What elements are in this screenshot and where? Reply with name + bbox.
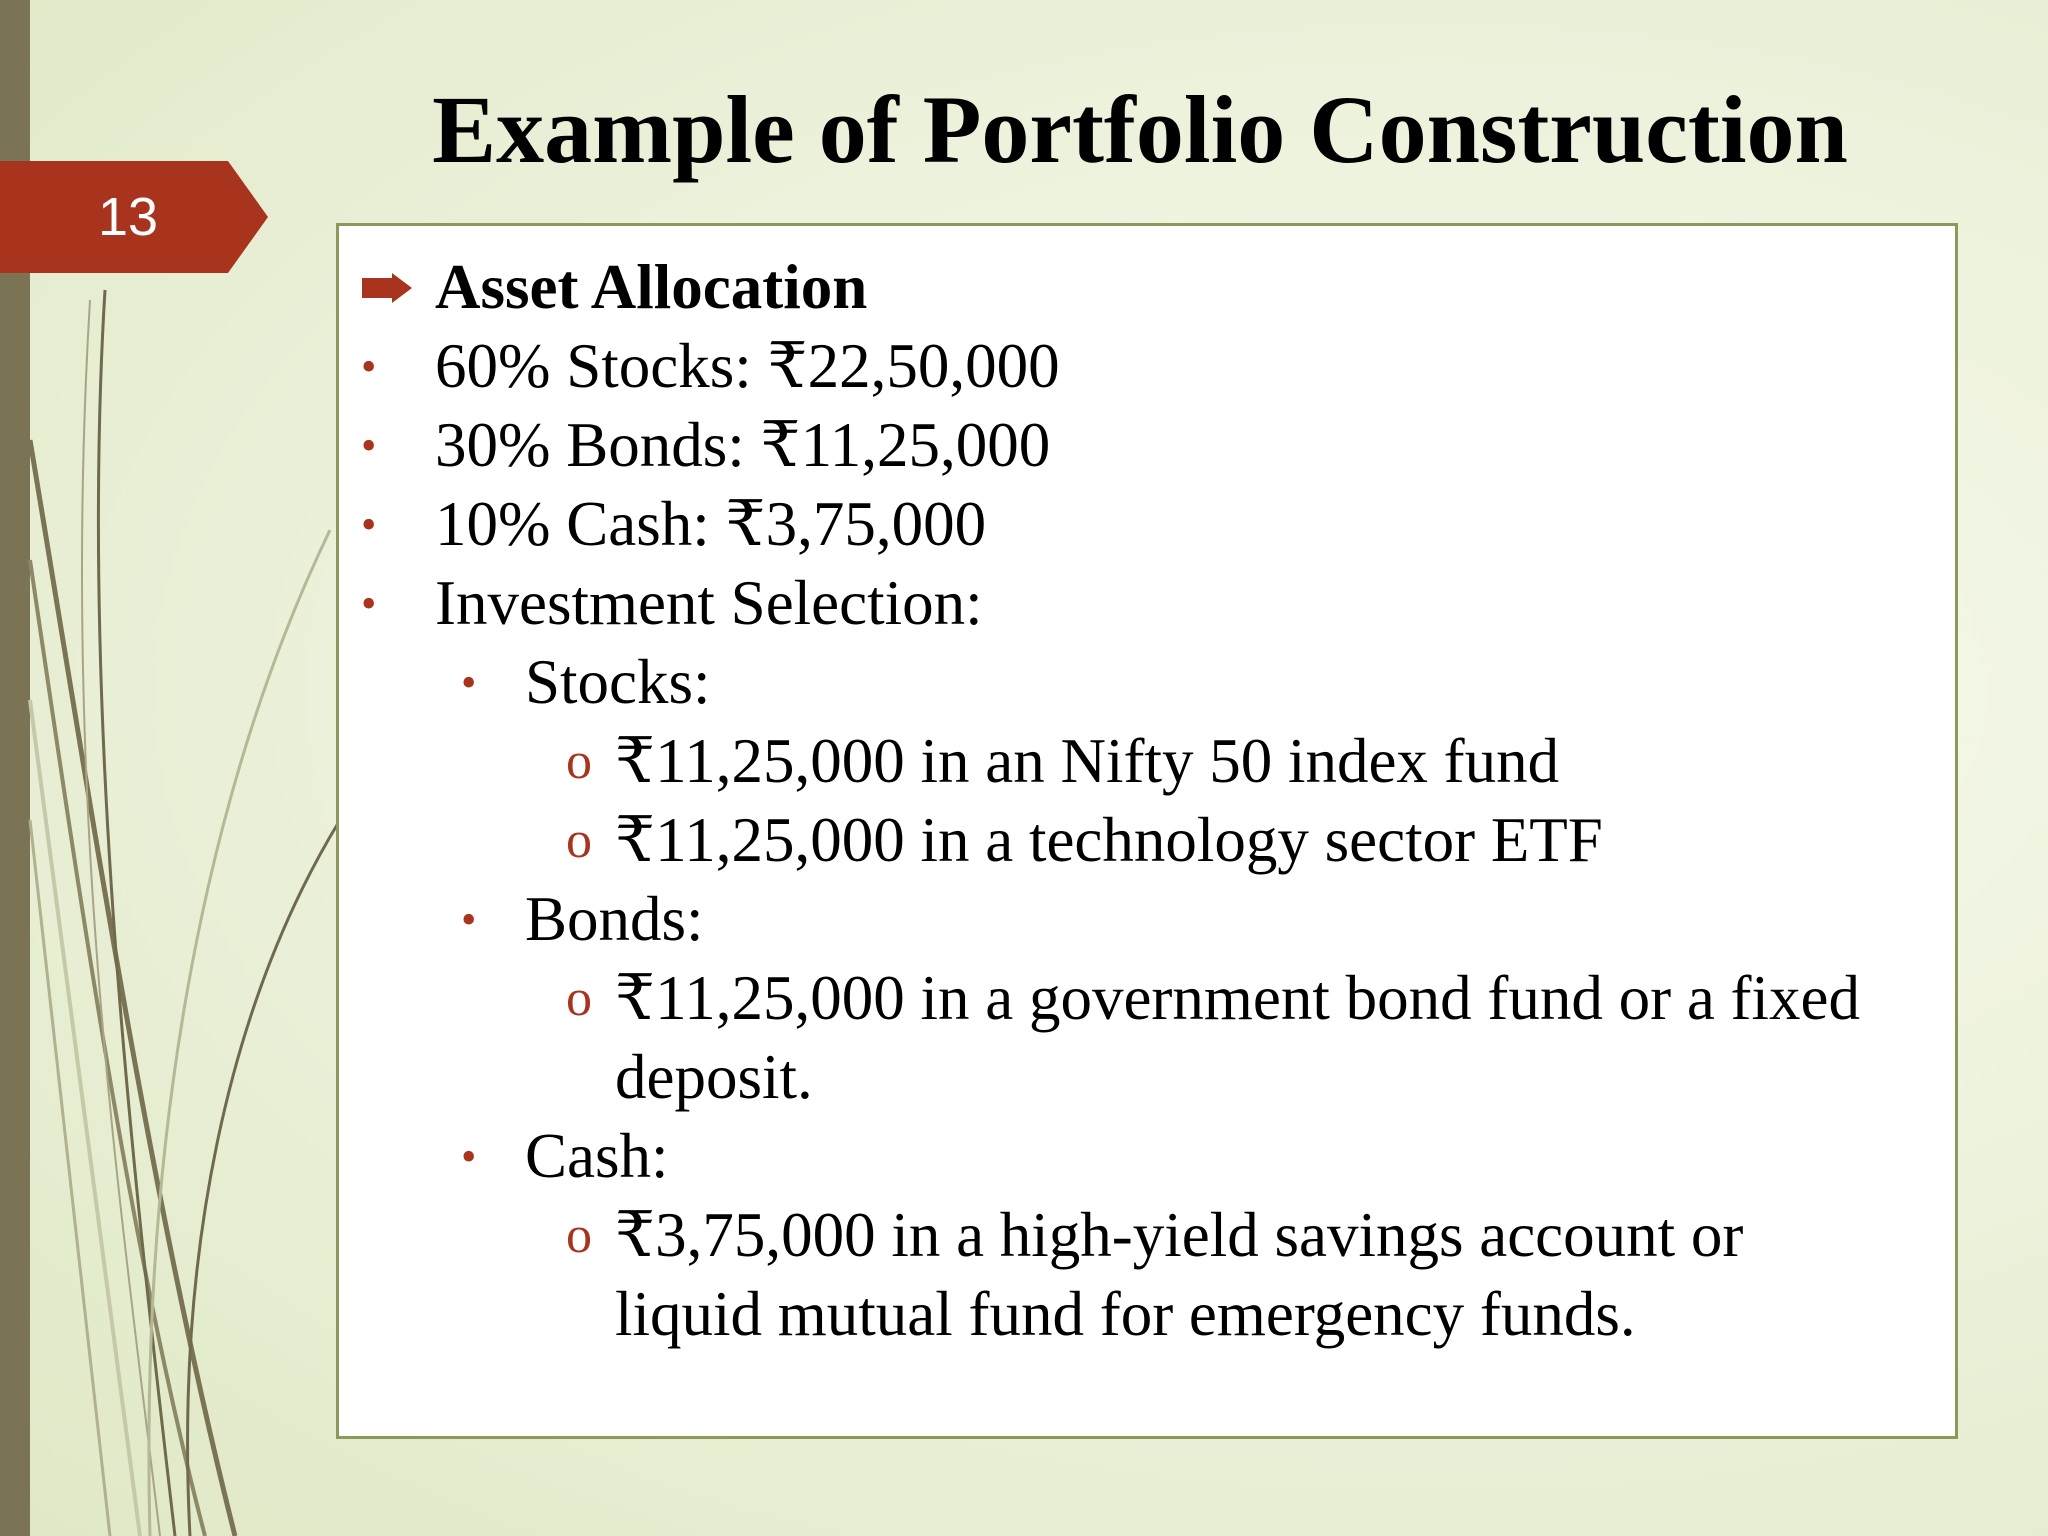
- slide-number: 13: [98, 187, 159, 247]
- section-heading-row: [339, 248, 1955, 327]
- investment-selection-label: Investment Selection:: [435, 568, 983, 638]
- stocks-label: Stocks:: [525, 647, 711, 717]
- list-item: [339, 1196, 1955, 1275]
- list-item: [339, 959, 1955, 1038]
- circle-bullet-icon: o: [566, 1207, 592, 1264]
- list-item: [339, 564, 1955, 643]
- list-item: [339, 801, 1955, 880]
- list-item: [339, 880, 1955, 959]
- list-item: [339, 327, 1955, 406]
- bonds-item-line1: ₹11,25,000 in a government bond fund or a fixed: [615, 963, 1860, 1033]
- list-item: [339, 643, 1955, 722]
- list-item: [339, 485, 1955, 564]
- cash-item-line2: liquid mutual fund for emergency funds.: [615, 1279, 1636, 1349]
- slide-title: Example of Portfolio Construction: [432, 76, 1848, 183]
- cash-label: Cash:: [525, 1121, 669, 1191]
- circle-bullet-icon: o: [566, 970, 592, 1027]
- section-heading: Asset Allocation: [435, 252, 868, 322]
- allocation-cash: 10% Cash: ₹3,75,000: [435, 489, 987, 559]
- arrow-bullet-icon: [362, 273, 412, 303]
- stocks-item: ₹11,25,000 in a technology sector ETF: [615, 805, 1603, 875]
- stocks-item: ₹11,25,000 in an Nifty 50 index fund: [615, 726, 1560, 796]
- list-item-continuation: [339, 1038, 1955, 1117]
- bullet-icon: •: [361, 342, 377, 391]
- list-item-continuation: [339, 1275, 1955, 1354]
- list-item: [339, 722, 1955, 801]
- bullet-icon: •: [361, 579, 377, 628]
- content-box: [336, 223, 1958, 1439]
- bullet-icon: •: [461, 1132, 477, 1181]
- bullet-icon: •: [461, 895, 477, 944]
- bullet-icon: •: [361, 500, 377, 549]
- bullet-icon: •: [461, 658, 477, 707]
- allocation-stocks: 60% Stocks: ₹22,50,000: [435, 331, 1060, 401]
- cash-item-line1: ₹3,75,000 in a high-yield savings account or: [615, 1200, 1744, 1270]
- list-item: [339, 1117, 1955, 1196]
- bullet-icon: •: [361, 421, 377, 470]
- bonds-item-line2: deposit.: [615, 1042, 813, 1112]
- allocation-bonds: 30% Bonds: ₹11,25,000: [435, 410, 1051, 480]
- circle-bullet-icon: o: [566, 812, 592, 869]
- bonds-label: Bonds:: [525, 884, 704, 954]
- circle-bullet-icon: o: [566, 733, 592, 790]
- list-item: [339, 406, 1955, 485]
